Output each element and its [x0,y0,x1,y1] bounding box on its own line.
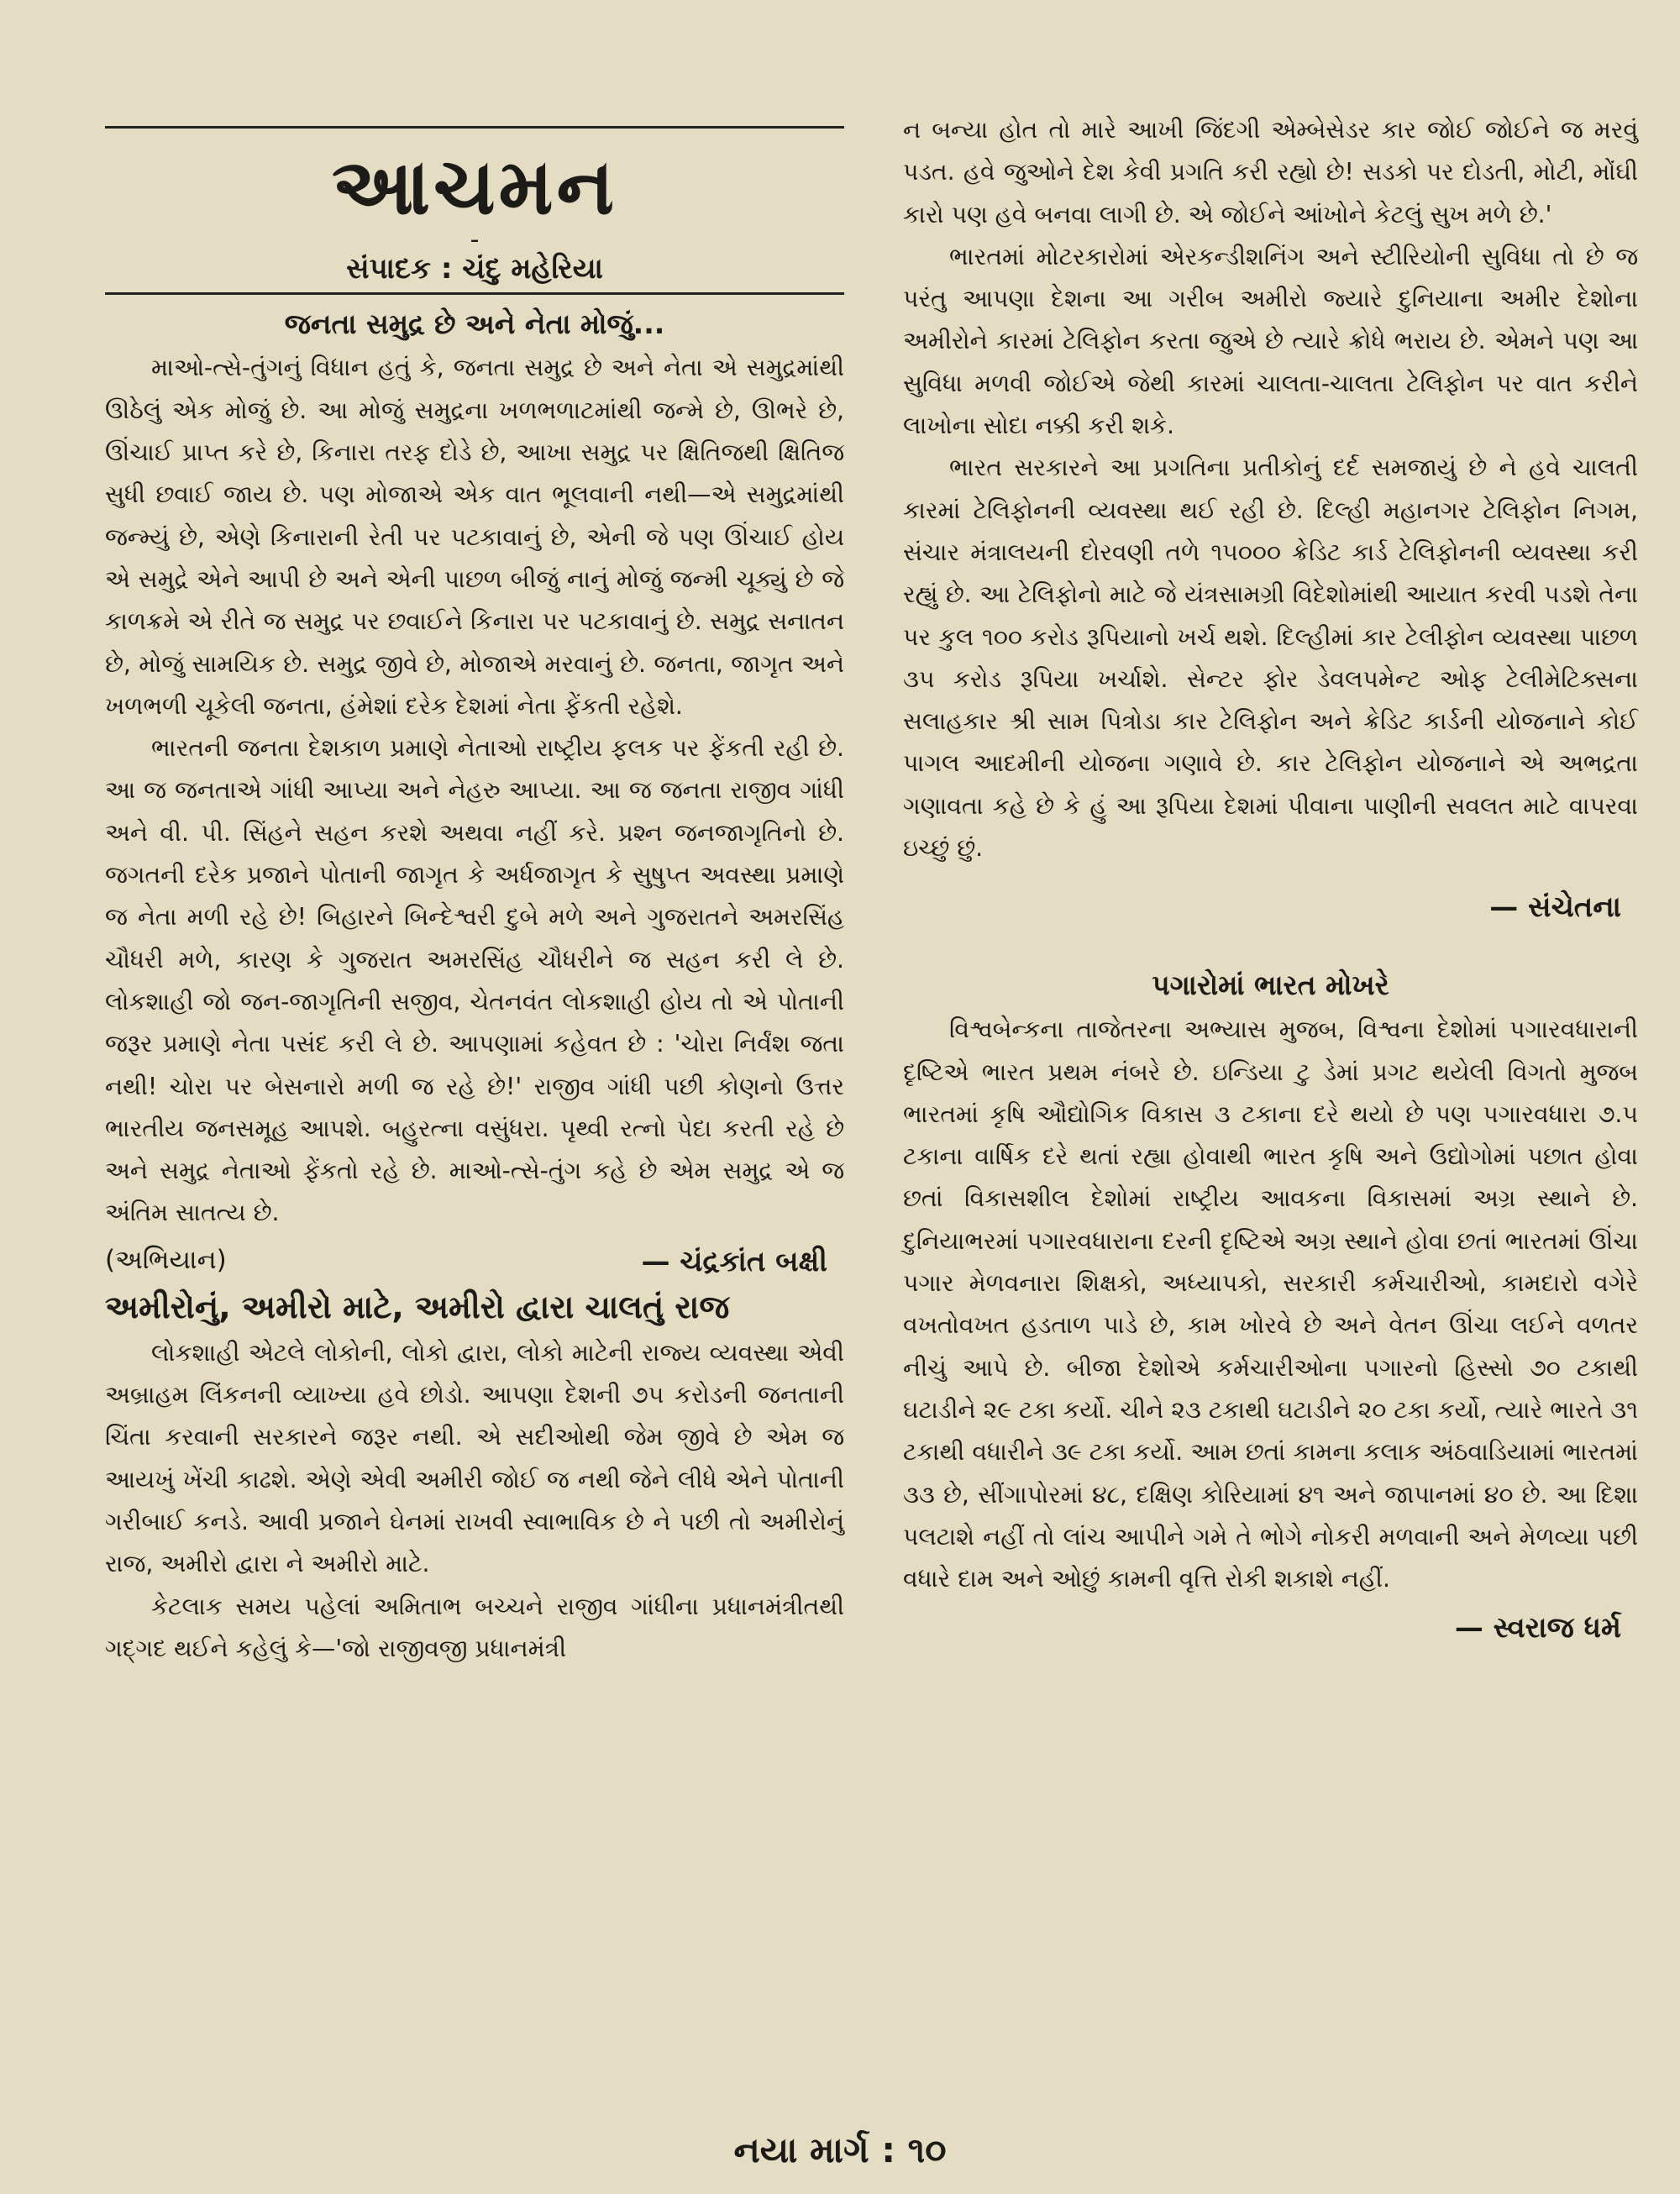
article-2 [105,1287,844,1670]
left-column [105,109,844,1670]
article-2-paragraph: લોકશાહી એટલે લોકોની, લોકો દ્વારા, લોકો માટેની રાજ્ય વ્યવસ્થા એવી અબ્રાહમ લિંકનની વ્યાખ્યા હવે છોડો. આપણા દેશની ૭૫ કરોડની જનતાની ચિંતા કરવાની સરકારને જરૂર નથી. એ સદીઓથી જેમ જીવે છે એમ જ આયખું ખેંચી કાઢશે. એણે એવી અમીરી જોઈ જ નથી જેને લીધે એને પોતાની ગરીબાઈ કનડે. આવી પ્રજાને ઘેનમાં રાખવી સ્વાભાવિક છે ને પછી તો અમીરોનું રાજ, અમીરો દ્વારા ને અમીરો માટે. [105,1338,844,1578]
article-2-paragraph: કેટલાક સમય પહેલાં અમિતાભ બચ્ચને રાજીવ ગાંધીના પ્રધાનમંત્રીતથી ગદ્ગદ થઈને કહેલું કે—'જો રાજીવજી પ્રધાનમંત્રી [105,1592,844,1662]
article-2-paragraph: ભારત સરકારને આ પ્રગતિના પ્રતીકોનું દર્દ સમજાયું છે ને હવે ચાલતી કારમાં ટેલિફોનની વ્યવસ્થા થઈ રહી છે. દિલ્હી મહાનગર ટેલિફોન નિગમ, સંચાર મંત્રાલયની દોરવણી તળે ૧૫૦૦૦ ક્રેડિટ કાર્ડ ટેલિફોનની વ્યવસ્થા કરી રહ્યું છે. આ ટેલિફોનો માટે જે યંત્રસામગ્રી વિદેશોમાંથી આયાત કરવી પડશે તેના પર કુલ ૧૦૦ કરોડ રૂપિયાનો ખર્ચ થશે. દિલ્હીમાં કાર ટેલીફોન વ્યવસ્થા પાછળ ૩૫ કરોડ રૂપિયા ખર્ચાશે. સેન્ટર ફોર ડેવલપમેન્ટ ઓફ ટેલીમેટિક્સના સલાહકાર શ્રી સામ પિત્રોડા કાર ટેલિફોન અને ક્રેડિટ કાર્ડની યોજનાને કોઈ પાગલ આદમીની યોજના ગણાવે છે. કાર ટેલિફોન યોજનાને એ અભદ્રતા ગણાવતા કહે છે કે હું આ રૂપિયા દેશમાં પીવાના પાણીની સવલત માટે વાપરવા ઇચ્છું છું. [903,454,1638,863]
article-1-credit [105,1240,844,1284]
masthead-dash: - [470,224,480,255]
article-2-title: અમીરોનું, અમીરો માટે, અમીરો દ્વારા ચાલતું રાજ [105,1289,730,1326]
article-2-continued [903,109,1638,929]
article-1 [105,307,844,1284]
article-2-author: — સંચેતના [1489,890,1621,925]
article-1-paragraph: ભારતની જનતા દેશકાળ પ્રમાણે નેતાઓ રાષ્ટ્રીય ફલક પર ફેંકતી રહી છે. આ જ જનતાએ ગાંધી આપ્યા અને નેહરુ આપ્યા. આ જ જનતા રાજીવ ગાંધી અને વી. પી. સિંહને સહન કરશે અથવા નહીં કરે. પ્રશ્ન જનજાગૃતિનો છે. જગતની દરેક પ્રજાને પોતાની જાગૃત કે અર્ધજાગૃત કે સુષુપ્ત અવસ્થા પ્રમાણે જ નેતા મળી રહે છે! બિહારને બિન્દેશ્વરી દુબે મળે અને ગુજરાતને અમરસિંહ ચૌધરી મળે, કારણ કે ગુજરાત અમરસિંહ ચૌધરીને જ સહન કરી લે છે. લોકશાહી જો જન-જાગૃતિની સજીવ, ચેતનવંત લોકશાહી હોય તો એ પોતાની જરૂર પ્રમાણે નેતા પસંદ કરી લે છે. આપણામાં કહેવત છે : 'ચોરા નિર્વંશ જતા નથી! ચોરા પર બેસનારો મળી જ રહે છે!' રાજીવ ગાંધી પછી કોણનો ઉત્તર ભારતીય જનસમૂહ આપશે. બહુરત્ના વસુંધરા. પૃથ્વી રત્નો પેદા કરતી રહે છે અને સમુદ્ર નેતાઓ ફેંકતો રહે છે. માઓ-ત્સે-તુંગ કહે છે એમ સમુદ્ર એ જ અંતિમ સાતત્ય છે. [105,734,844,1227]
article-1-author: — ચંદ્રકાંત બક્ષી [641,1244,827,1278]
article-1-title: જનતા સમુદ્ર છે અને નેતા મોજું... [284,307,665,340]
article-1-paragraph: માઓ-ત્સે-તુંગનું વિધાન હતું કે, જનતા સમુદ્ર છે અને નેતા એ સમુદ્રમાંથી ઊઠેલું એક મોજું છે. આ મોજું સમુદ્રના ખળભળાટમાંથી જન્મે છે, ઊભરે છે, ઊંચાઈ પ્રાપ્ત કરે છે, કિનારા તરફ દોડે છે, આખા સમુદ્ર પર ક્ષિતિજથી ક્ષિતિજ સુધી છવાઈ જાય છે. પણ મોજાએ એક વાત ભૂલવાની નથી—એ સમુદ્રમાંથી જન્મ્યું છે, એણે કિનારાની રેતી પર પટકાવાનું છે, એની જે પણ ઊંચાઈ હોય એ સમુદ્રે એને આપી છે અને એની પાછળ બીજું નાનું મોજું જન્મી ચૂક્યું છે જે કાળક્રમે એ રીતે જ સમુદ્ર પર છવાઈને કિનારા પર પટકાવાનું છે. સમુદ્ર સનાતન છે, મોજું સામયિક છે. સમુદ્ર જીવે છે, મોજાએ મરવાનું છે. જનતા, જાગૃત અને ખળભળી ચૂકેલી જનતા, હંમેશાં દરેક દેશમાં નેતા ફેંકતી રહેશે. [105,354,844,720]
article-1-source: (અભિયાન) [105,1244,227,1275]
article-2-paragraph: ન બન્યા હોત તો મારે આખી જિંદગી એમ્બેસેડર કાર જોઈ જોઈને જ મરવું પડત. હવે જુઓને દેશ કેવી પ્રગતિ કરી રહ્યો છે! સડકો પર દોડતી, મોટી, મોંઘી કારો પણ હવે બનવા લાગી છે. એ જોઈને આંખોને કેટલું સુખ મળે છે.' [903,116,1638,228]
article-3-author: — સ્વરાજ ધર્મ [1454,1611,1621,1646]
article-3-paragraph: વિશ્વબેન્કના તાજેતરના અભ્યાસ મુજબ, વિશ્વના દેશોમાં પગારવધારાની દૃષ્ટિએ ભારત પ્રથમ નંબરે છે. ઇન્ડિયા ટુ ડેમાં પ્રગટ થયેલી વિગતો મુજબ ભારતમાં કૃષિ ઔદ્યોગિક વિકાસ ૩ ટકાના દરે થયો છે પણ પગારવધારા ૭.૫ ટકાના વાર્ષિક દરે થતાં રહ્યા હોવાથી ભારત કૃષિ અને ઉદ્યોગોમાં પછાત હોવા છતાં વિકાસશીલ દેશોમાં રાષ્ટ્રીય આવકના વિકાસમાં અગ્ર સ્થાને છે. દુનિયાભરમાં પગારવધારાના દરની દૃષ્ટિએ અગ્ર સ્થાને હોવા છતાં ભારતમાં ઊંચા પગાર મેળવનારા શિક્ષકો, અધ્યાપકો, સરકારી કર્મચારીઓ, કામદારો વગેરે વખતોવખત હડતાળ પાડે છે, કામ ખોરવે છે અને વેતન ઊંચા લઈને વળતર નીચું આપે છે. બીજા દેશોએ કર્મચારીઓના પગારનો હિસ્સો ૭૦ ટકાથી ઘટાડીને ૨૯ ટકા કર્યો. ચીને ૨૩ ટકાથી ઘટાડીને ૨૦ ટકા કર્યો, ત્યારે ભારતે ૩૧ ટકાથી વધારીને ૩૯ ટકા કર્યો. આમ છતાં કામના કલાક અંઠવાડિયામાં ભારતમાં ૩૩ છે, સીંગાપોરમાં ૪૮, દક્ષિણ કોરિયામાં ૪૧ અને જાપાનમાં ૪૦ છે. આ દિશા પલટાશે નહીં તો લાંચ આપીને ગમે તે ભોગે નોકરી મળવાની અને મેળવ્યા પછી વધારે દામ અને ઓછું કામની વૃત્તિ રોકી શકાશે નહીં. [903,1016,1638,1593]
column-masthead: આચમન [331,142,618,232]
article-3-title: પગારોમાં ભારત મોખરે [1152,968,1389,1002]
page-footer: નયા માર્ગ : ૧૦ [733,2129,947,2170]
right-column [903,109,1638,1653]
editor-line: સંપાદક : ચંદુ મહેરિયા [346,251,603,286]
masthead-rule [105,292,844,295]
top-rule [105,126,844,129]
article-3 [903,968,1638,1650]
article-2-paragraph: ભારતમાં મોટરકારોમાં એરકન્ડીશનિંગ અને સ્ટીરિયોની સુવિધા તો છે જ પરંતુ આપણા દેશના આ ગરીબ અમીરો જ્યારે દુનિયાના અમીર દેશોના અમીરોને કારમાં ટેલિફોન કરતા જુએ છે ત્યારે ક્રોધે ભરાય છે. એમને પણ આ સુવિધા મળવી જોઈએ જેથી કારમાં ચાલતા-ચાલતા ટેલિફોન પર વાત કરીને લાખોના સોદા નક્કી કરી શકે. [903,242,1638,440]
